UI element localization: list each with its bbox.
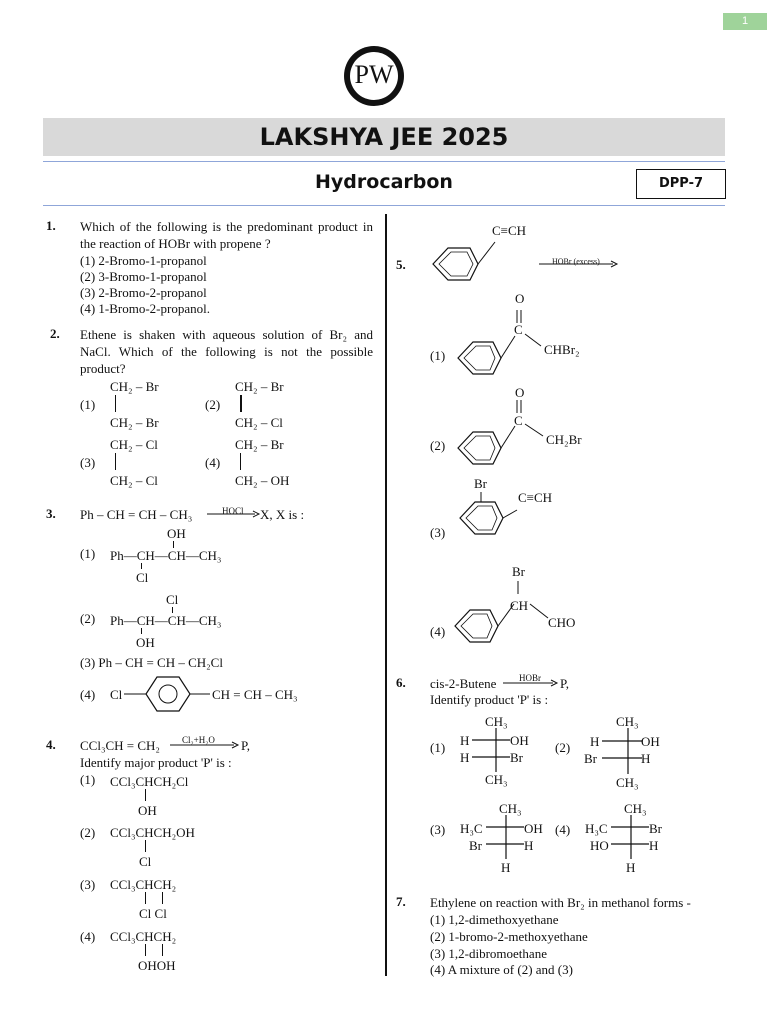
chain: CCl₃CHCH₂OH (110, 825, 195, 840)
question-number: 1. (46, 218, 56, 233)
option: (3) 1,2-dibromoethane (430, 946, 547, 961)
formula-top: CH₂ – Cl (110, 437, 158, 452)
chain: CCl₃CHCH₂Cl (110, 774, 189, 789)
reagent: HOCl (222, 506, 244, 516)
fischer-right: Br (510, 750, 523, 765)
bond (240, 453, 241, 470)
option-label: (2) (430, 438, 446, 453)
question-number: 2. (50, 326, 60, 341)
page-number: 1 (723, 13, 767, 30)
option-label: (1) (430, 348, 446, 363)
option-label: (3) (430, 822, 446, 837)
option-label: (4) (80, 929, 96, 944)
bond (145, 840, 146, 852)
chain: CCl₃CHCH₂ (110, 929, 177, 944)
fischer-left: HO (590, 838, 609, 853)
option-label: (1) (80, 772, 96, 787)
fischer-left: Br (584, 751, 597, 766)
question-text: Identify major product 'P' is : (80, 755, 232, 770)
option: (1) 1,2-dimethoxyethane (430, 912, 559, 927)
fischer-top: CH₃ (485, 714, 508, 729)
fischer-bottom: CH₃ (616, 775, 639, 790)
formula-bottom: CH₂ – Cl (235, 415, 283, 430)
arrow-icon (539, 259, 621, 269)
arrow-icon (170, 740, 242, 750)
fischer-top: CH₃ (624, 801, 647, 816)
arrow-icon (503, 678, 561, 688)
bond (145, 892, 146, 904)
formula-bottom: CH₂ – Cl (110, 473, 158, 488)
option: (2) 3-Bromo-1-propanol (80, 269, 207, 284)
benzene-ring-icon (124, 675, 212, 713)
bond (162, 892, 163, 904)
fischer-bottom: CH₃ (485, 772, 508, 787)
bond (145, 789, 146, 801)
option-label: (4) (205, 455, 221, 470)
option: (4) A mixture of (2) and (3) (430, 962, 573, 977)
question-text: Ethene is shaken with aqueous solution of Br₂ and NaCl. Which of the following is not the possible product? (80, 327, 373, 376)
oxygen: O (515, 291, 525, 306)
fischer-right: OH (641, 734, 660, 749)
bond (162, 944, 163, 956)
chain: CH = CH – CH₃ (212, 687, 298, 702)
substituent: Cl (139, 854, 152, 869)
option: (3) Ph – CH = CH – CH₂Cl (80, 655, 223, 670)
formula-top: CH₂ – Br (235, 437, 284, 452)
option-label: (2) (555, 740, 571, 755)
fischer-left: H (460, 733, 470, 748)
question-text: Ethylene on reaction with Br₂ in methanol forms - (430, 895, 691, 910)
substituent: Cl Cl (139, 906, 167, 921)
substituent: Cl (166, 592, 179, 607)
fischer-bottom: H (501, 860, 511, 875)
bond (240, 395, 242, 412)
question-number: 6. (396, 675, 406, 690)
carbonyl-carbon: C (514, 413, 523, 428)
substituent: Cl (136, 570, 149, 585)
option-label: (2) (205, 397, 221, 412)
pw-logo (343, 45, 405, 107)
chain: Ph—CH—CH—CH₃ (110, 548, 222, 563)
reagent: HOBr (excess) (552, 257, 600, 266)
substituent: OH (167, 526, 186, 541)
bond (145, 944, 146, 956)
reagent: Cl₂+H₂O (182, 735, 215, 745)
fischer-left: Br (469, 838, 482, 853)
fischer-projection (600, 728, 644, 774)
option: (1) 2-Bromo-1-propanol (80, 253, 207, 268)
substituent: OH (138, 803, 157, 818)
option-label: (1) (80, 397, 96, 412)
option-label: (3) (80, 455, 96, 470)
option-label: (3) (430, 525, 446, 540)
formula-top: CH₂ – Br (235, 379, 284, 394)
reaction-rhs: X, X is : (260, 507, 305, 522)
substituent: Br (474, 476, 487, 491)
carbonyl-carbon: C (514, 322, 523, 337)
reaction-lhs: CCl₃CH = CH₂ (80, 738, 160, 753)
question-number: 3. (46, 506, 56, 521)
option-label: (1) (80, 546, 96, 561)
question-number: 5. (396, 257, 406, 272)
question-number: 4. (46, 737, 56, 752)
formula-bottom: CH₂ – OH (235, 473, 290, 488)
substituent: CH₂Br (546, 432, 582, 447)
fischer-left: H₃C (460, 821, 483, 836)
question-number: 7. (396, 894, 406, 909)
option-label: (2) (80, 825, 96, 840)
option-label: (4) (430, 624, 446, 639)
option: (3) 2-Bromo-2-propanol (80, 285, 207, 300)
alkyne-group: C≡CH (518, 490, 553, 505)
bond (115, 453, 116, 470)
fischer-left: H (460, 750, 470, 765)
fischer-right: Br (649, 821, 662, 836)
ch-label: CH (510, 598, 529, 613)
reaction-lhs: cis-2-Butene (430, 676, 497, 691)
reaction-rhs: P, (560, 676, 570, 691)
chain: Ph—CH—CH—CH₃ (110, 613, 222, 628)
bond (115, 395, 116, 412)
chapter-title: Hydrocarbon (315, 171, 453, 193)
fischer-right: H (524, 838, 534, 853)
substituent: OHOH (138, 958, 176, 973)
fischer-projection (470, 728, 512, 772)
option-label: (4) (80, 687, 96, 702)
reaction-rhs: P, (241, 738, 251, 753)
fischer-left: H (590, 734, 600, 749)
substituent: Br (512, 564, 525, 579)
header-rule (43, 161, 725, 162)
substituent: Cl (110, 687, 123, 702)
option-label: (3) (80, 877, 96, 892)
option-label: (1) (430, 740, 446, 755)
question-text: Identify product 'P' is : (430, 692, 549, 707)
option-label: (2) (80, 611, 96, 626)
fischer-projection (484, 815, 526, 859)
option: (4) 1-Bromo-2-propanol. (80, 301, 210, 316)
logo-text: PW (354, 60, 394, 89)
question-text: Which of the following is the predominant product in the reaction of HOBr with propene ? (80, 219, 373, 251)
column-divider (385, 214, 387, 976)
reaction-lhs: Ph – CH = CH – CH₃ (80, 507, 193, 522)
option: (2) 1-bromo-2-methoxyethane (430, 929, 588, 944)
substituent: CHO (548, 615, 576, 630)
formula-top: CH₂ – Br (110, 379, 159, 394)
fischer-left: H₃C (585, 821, 608, 836)
fischer-right: OH (524, 821, 543, 836)
fischer-right: OH (510, 733, 529, 748)
fischer-right: H (649, 838, 659, 853)
page-title: LAKSHYA JEE 2025 (259, 123, 509, 151)
substituent: CHBr₂ (544, 342, 580, 357)
fischer-right: H (641, 751, 651, 766)
fischer-projection (609, 815, 651, 859)
oxygen: O (515, 385, 525, 400)
phenylacetylene-structure (430, 232, 510, 284)
option-label: (4) (555, 822, 571, 837)
fischer-top: CH₃ (499, 801, 522, 816)
fischer-top: CH₃ (616, 714, 639, 729)
aldehyde-structure (452, 578, 562, 648)
formula-bottom: CH₂ – Br (110, 415, 159, 430)
subheader-rule (43, 205, 725, 206)
arrow-icon (207, 509, 261, 519)
chain: CCl₃CHCH₂ (110, 877, 177, 892)
alkyne-group: C≡CH (492, 223, 527, 238)
substituent: OH (136, 635, 155, 650)
dpp-badge: DPP-7 (636, 169, 726, 199)
reagent: HOBr (519, 673, 541, 683)
fischer-bottom: H (626, 860, 636, 875)
